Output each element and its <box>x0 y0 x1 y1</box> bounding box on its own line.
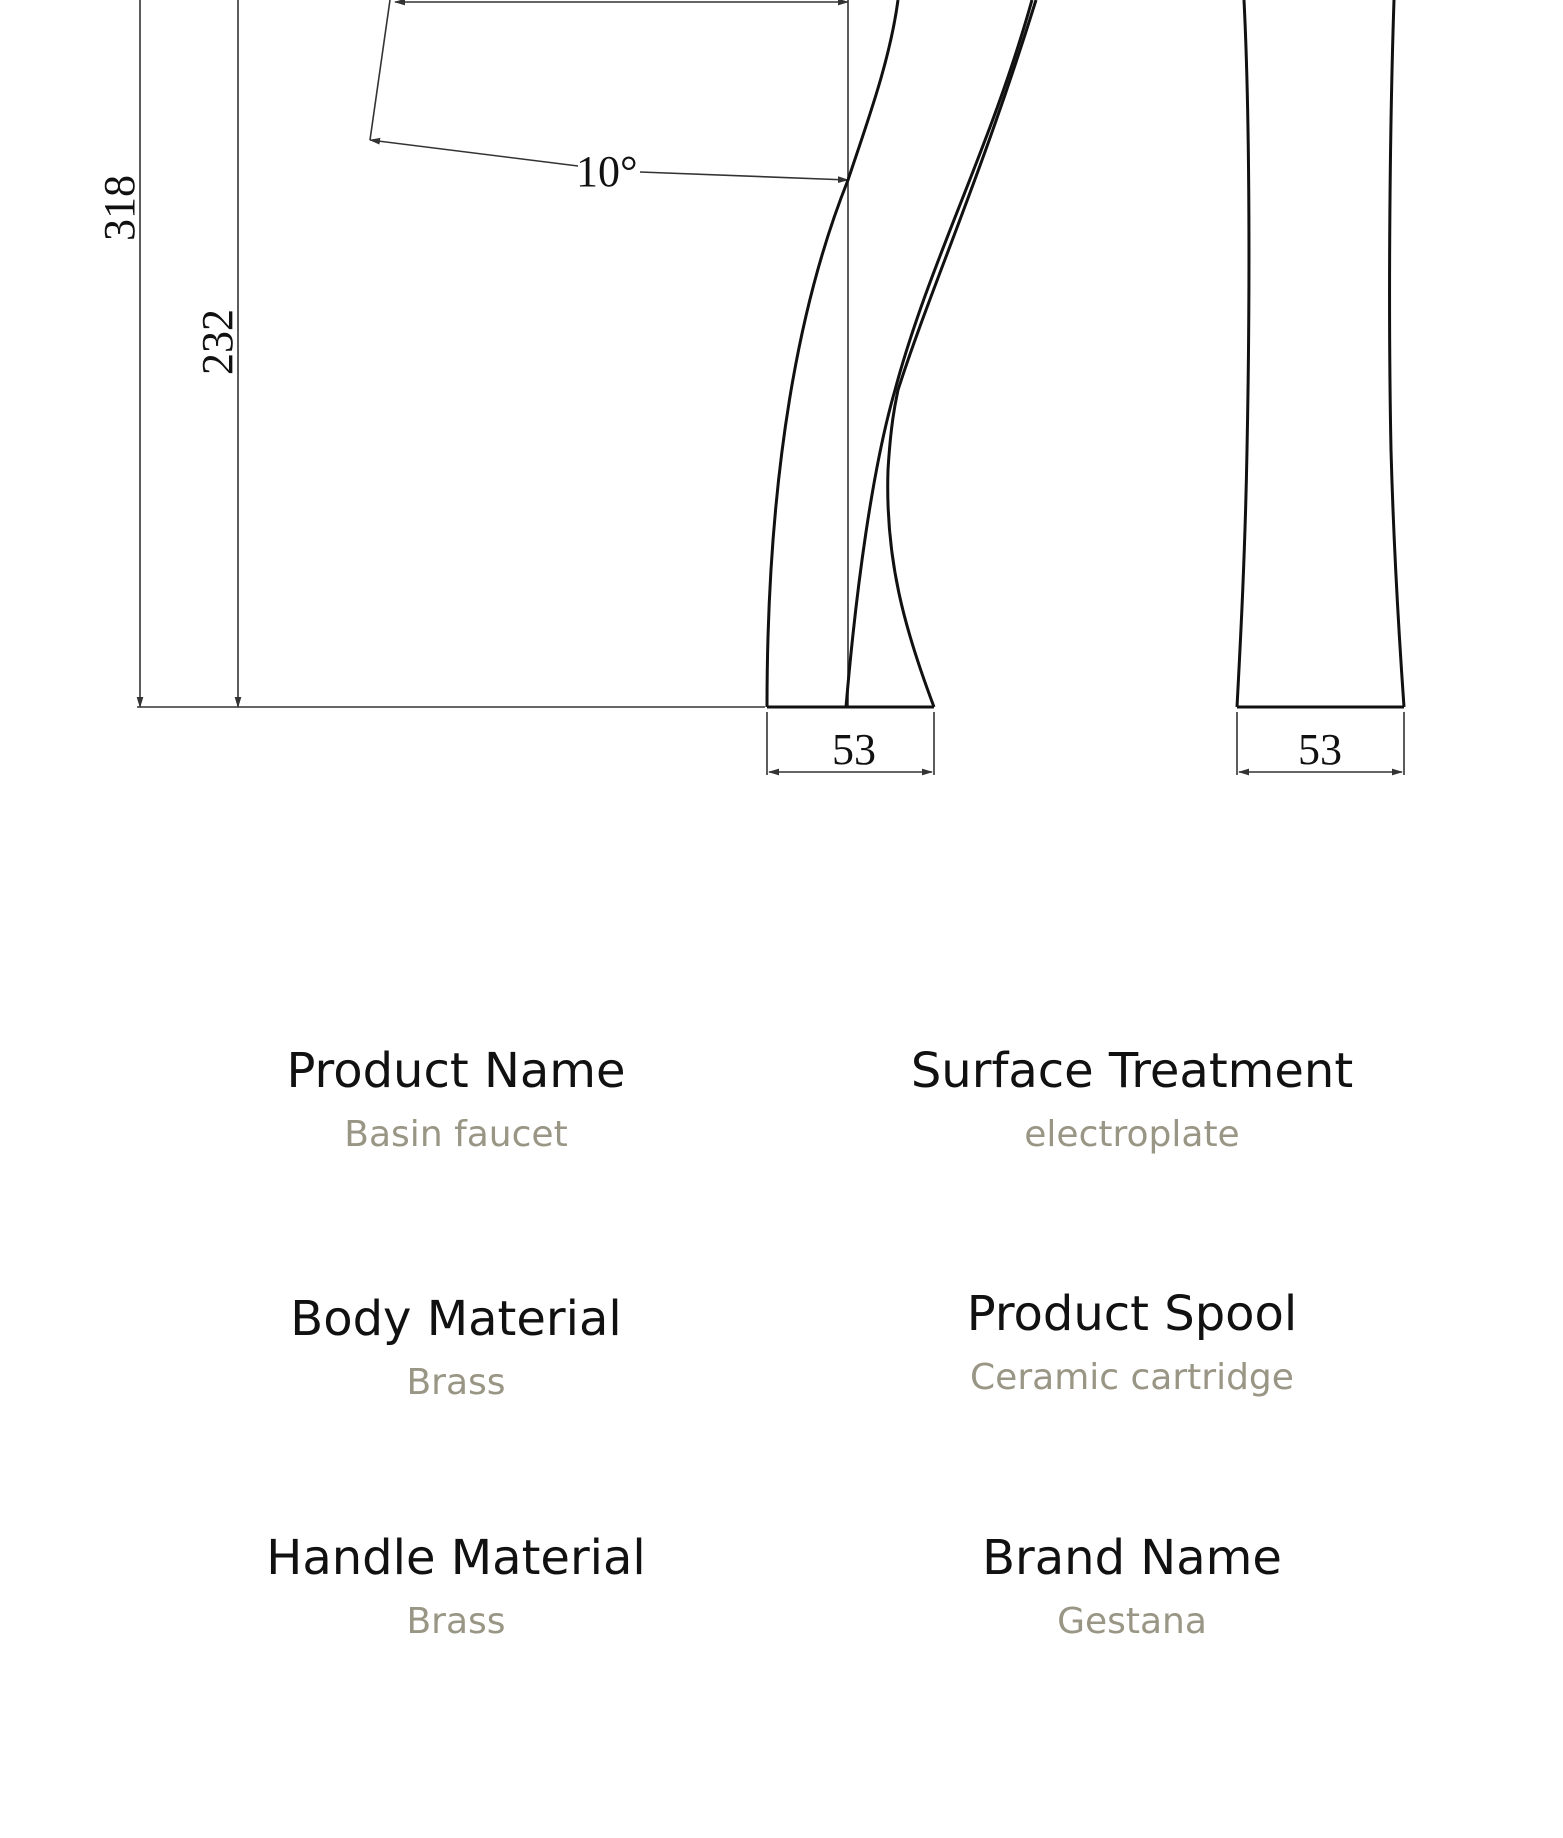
spec-value: Brass <box>406 1601 506 1642</box>
side-view-outline-right <box>888 0 1036 707</box>
spec-value: Ceramic cartridge <box>970 1357 1294 1398</box>
spec-value: Brass <box>406 1362 506 1403</box>
spec-surface-treatment <box>822 1043 1442 1155</box>
spec-value: Gestana <box>1057 1601 1207 1642</box>
angle-dimension-arm <box>370 0 390 140</box>
side-width-label: 53 <box>832 725 876 774</box>
spec-body-material <box>146 1291 766 1403</box>
spec-product-spool <box>822 1286 1442 1398</box>
front-width-label: 53 <box>1298 725 1342 774</box>
spec-label: Handle Material <box>266 1530 646 1586</box>
angle-dimension-line-right <box>640 172 848 180</box>
spec-value: Basin faucet <box>344 1114 568 1155</box>
height-232-label: 232 <box>193 309 242 375</box>
front-view-outline-left <box>1237 0 1249 707</box>
height-318-label: 318 <box>95 175 144 241</box>
spec-value: electroplate <box>1024 1114 1240 1155</box>
front-view-outline-right <box>1390 0 1404 707</box>
spec-label: Surface Treatment <box>910 1043 1354 1099</box>
spec-label: Product Name <box>286 1043 626 1099</box>
spec-brand-name <box>822 1530 1442 1642</box>
angle-label: 10° <box>576 147 638 196</box>
angle-dimension-line-left <box>370 140 578 166</box>
spec-label: Product Spool <box>966 1286 1298 1342</box>
spec-label: Body Material <box>290 1291 622 1347</box>
faucet-technical-drawing <box>0 0 1563 800</box>
spec-label: Brand Name <box>982 1530 1282 1586</box>
spec-product-name <box>146 1043 766 1155</box>
spec-handle-material <box>146 1530 766 1642</box>
side-view-outline-left <box>767 0 898 707</box>
